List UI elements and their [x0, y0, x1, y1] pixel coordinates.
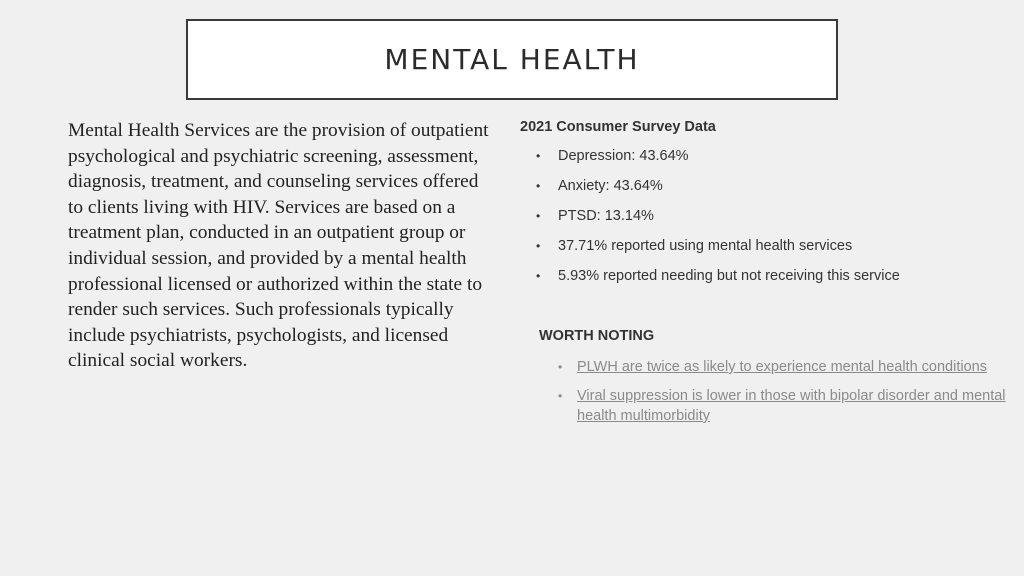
title-box [186, 19, 838, 100]
survey-item-anxiety: • Anxiety: 43.64% [536, 178, 663, 194]
survey-item-ptsd: • PTSD: 13.14% [536, 208, 654, 224]
worth-noting-item [520, 386, 1010, 426]
bullet-icon: • [536, 269, 541, 283]
bullet-icon: • [536, 149, 541, 163]
worth-noting-item [520, 357, 1010, 377]
bullet-icon: • [536, 179, 541, 193]
survey-item-needing-services: • 5.93% reported needing but not receiving this service [536, 268, 900, 284]
viral-suppression-link[interactable]: Viral suppression is lower in those with bipolar disorder and mental health multimorbidity [577, 388, 1006, 424]
survey-item-using-services: • 37.71% reported using mental health services [536, 238, 853, 254]
survey-heading: 2021 Consumer Survey Data [520, 119, 716, 135]
survey-list [520, 147, 1010, 297]
plwh-link[interactable]: PLWH are twice as likely to experience mental health conditions [577, 359, 987, 375]
worth-noting-list [520, 357, 1010, 426]
bullet-icon: • [558, 360, 563, 374]
worth-noting-heading: WORTH NOTING [539, 328, 655, 344]
survey-panel [520, 119, 1010, 424]
description-text: Mental Health Services are the provision of outpatient psychological and psychiatric screening, assessment, diagnosis, treatment, and counseling services offered to clients living with HIV. Services are based on a treatment plan, conducted in an outpatient group or individual session, and provided by a mental health professional licensed or authorized within the state to render such services. Such professionals typically include psychiatrists, psychologists, and licensed clinical social workers. [68, 120, 489, 372]
bullet-icon: • [536, 209, 541, 223]
survey-item-depression: • Depression: 43.64% [536, 148, 689, 164]
bullet-icon: • [558, 389, 563, 403]
bullet-icon: • [536, 239, 541, 253]
page-title: MENTAL HEALTH [384, 43, 640, 76]
